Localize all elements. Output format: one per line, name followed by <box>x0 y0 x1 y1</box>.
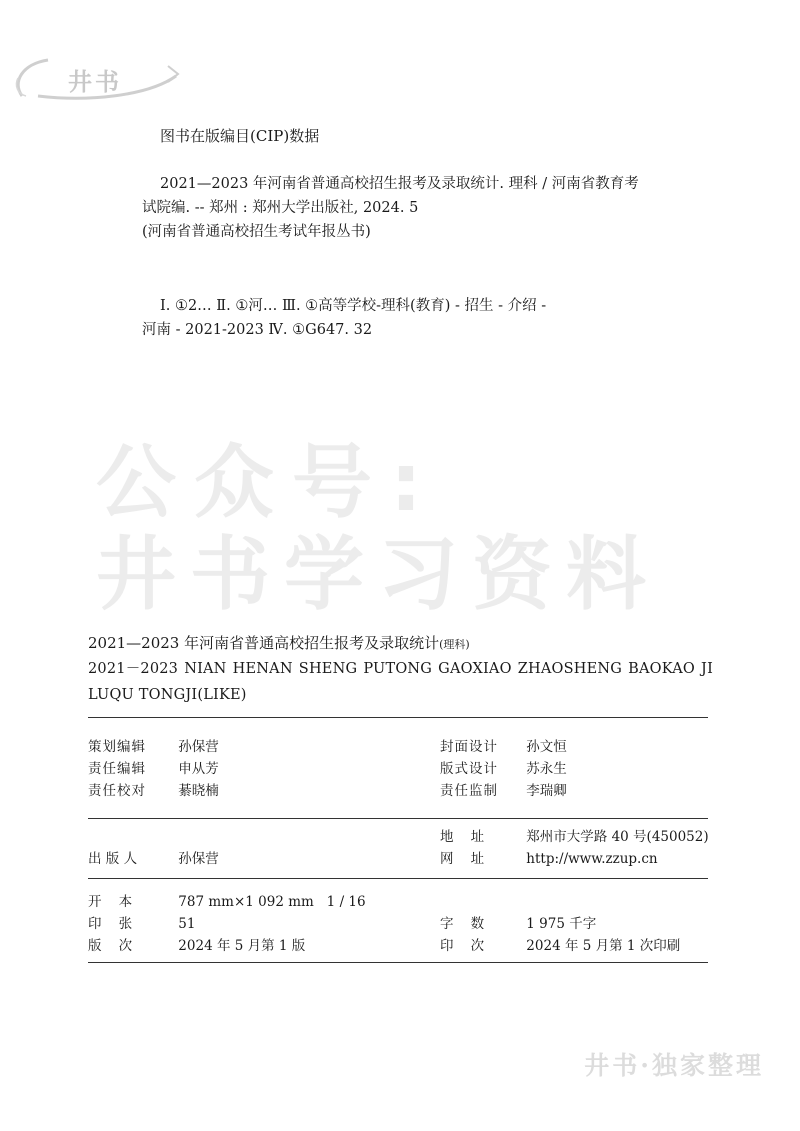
credit-label: 封面设计 <box>440 739 498 755</box>
credit-value: 孙保营 <box>178 739 219 755</box>
divider <box>88 818 708 819</box>
credit-value: 綦晓楠 <box>178 783 219 799</box>
watermark-bottom: 井书·独家整理 <box>584 1051 764 1080</box>
book-title-subject: (理科) <box>439 638 470 651</box>
printing-label: 印 次 <box>440 938 485 954</box>
credit-value: 苏永生 <box>526 761 567 777</box>
words-row <box>440 912 596 932</box>
website-label: 网 址 <box>440 851 485 867</box>
format-label: 开 本 <box>88 894 133 910</box>
watermark-line-2: 井书学习资料 <box>96 528 660 621</box>
cip-line-1: 2021—2023 年河南省普通高校招生报考及录取统计. 理科 / 河南省教育考 <box>160 176 639 192</box>
watermark-line-1: 公众号: <box>96 436 440 529</box>
edition-value: 2024 年 5 月第 1 版 <box>178 938 306 954</box>
logo-text: 井书 <box>68 68 122 96</box>
printing-value: 2024 年 5 月第 1 次印刷 <box>526 938 681 954</box>
website-row <box>440 847 658 867</box>
book-title-pinyin: 2021－2023 NIAN HENAN SHENG PUTONG GAOXIAO ZHAOSHENG BAOKAO JI LUQU TONGJI(LIKE) <box>88 661 713 703</box>
website-value: http://www.zzup.cn <box>526 851 658 867</box>
credit-row <box>88 757 219 777</box>
sheets-row <box>88 912 195 932</box>
credit-label: 责任校对 <box>88 783 146 799</box>
credit-row <box>440 779 567 799</box>
edition-label: 版 次 <box>88 938 133 954</box>
credit-label: 责任编辑 <box>88 761 146 777</box>
cip-heading: 图书在版编目(CIP)数据 <box>160 127 320 145</box>
words-label: 字 数 <box>440 916 485 932</box>
credit-label: 责任监制 <box>440 783 498 799</box>
credit-label: 策划编辑 <box>88 739 146 755</box>
cip-line-2: 试院编. -- 郑州 : 郑州大学出版社, 2024. 5 <box>142 200 419 216</box>
classification-line-2: 河南 - 2021-2023 Ⅳ. ①G647. 32 <box>142 322 373 338</box>
sheets-value: 51 <box>178 916 196 932</box>
cip-line-3: (河南省普通高校招生考试年报丛书) <box>142 224 371 240</box>
credit-row <box>88 779 219 799</box>
printing-row <box>440 934 680 954</box>
divider <box>88 717 708 718</box>
address-label: 地 址 <box>440 829 485 845</box>
credit-row <box>440 735 567 755</box>
address-row <box>440 825 709 845</box>
book-title-chinese <box>88 632 470 653</box>
words-value: 1 975 千字 <box>526 916 597 932</box>
format-value: 787 mm×1 092 mm 1 / 16 <box>178 894 366 910</box>
classification-line-1: Ⅰ. ①2… Ⅱ. ①河… Ⅲ. ①高等学校-理科(教育) - 招生 - 介绍 - <box>160 298 547 314</box>
address-value: 郑州市大学路 40 号(450052) <box>526 829 709 845</box>
edition-row <box>88 934 305 954</box>
sheets-label: 印 张 <box>88 916 133 932</box>
credit-row <box>88 735 219 755</box>
credit-value: 李瑞卿 <box>526 783 567 799</box>
book-title-main: 2021—2023 年河南省普通高校招生报考及录取统计 <box>88 634 440 652</box>
divider <box>88 962 708 963</box>
credit-value: 申从芳 <box>178 761 219 777</box>
publisher-value: 孙保营 <box>178 851 219 867</box>
format-row <box>88 890 366 910</box>
publisher-row <box>88 847 219 867</box>
credit-row <box>440 757 567 777</box>
credit-label: 版式设计 <box>440 761 498 777</box>
divider <box>88 878 708 879</box>
credit-value: 孙文恒 <box>526 739 567 755</box>
publisher-label: 出 版 人 <box>88 851 138 867</box>
